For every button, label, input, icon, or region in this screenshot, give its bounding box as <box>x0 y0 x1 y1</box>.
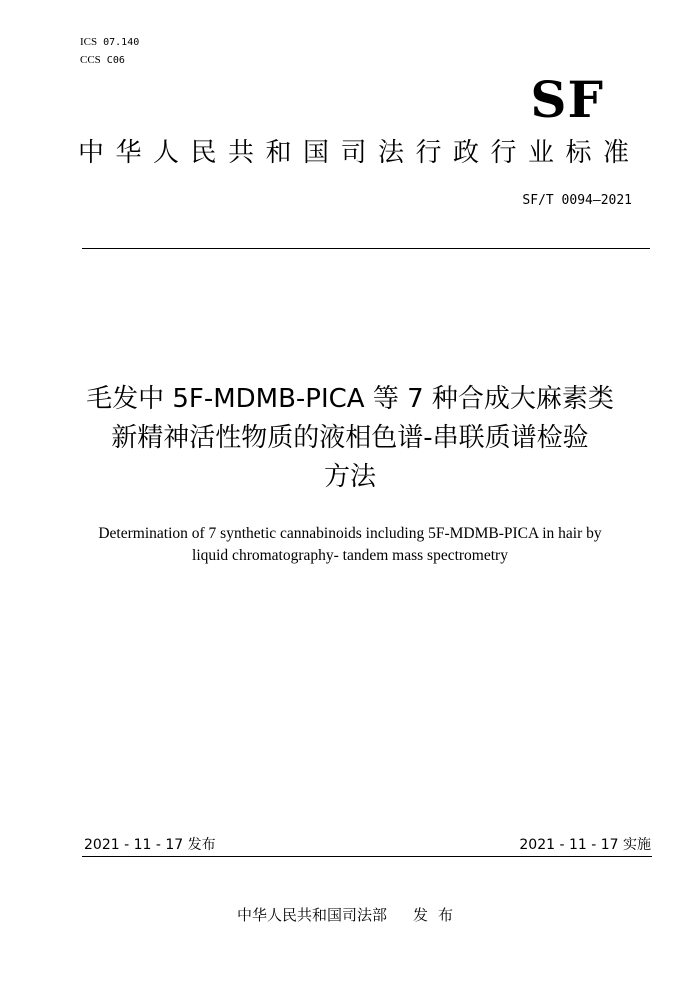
sf-logo: SF <box>530 70 604 129</box>
title-en-line-1: Determination of 7 synthetic cannabinoids including 5F-MDMB-PICA in hair by <box>98 525 602 542</box>
document-title-zh <box>40 380 660 497</box>
ccs-code-line <box>80 53 125 68</box>
standard-number: SF/T 0094—2021 <box>522 193 632 208</box>
ccs-label: CCS <box>80 54 101 66</box>
ccs-code: C06 <box>106 55 125 66</box>
standard-category-title: 中华人民共和国司法行政行业标准 <box>78 138 641 168</box>
footer-divider <box>82 856 652 857</box>
implementation-date: 2021 - 11 - 17 实施 <box>519 837 651 853</box>
title-en-line-2: liquid chromatography- tandem mass spectrometry <box>192 547 508 564</box>
issuer-line <box>0 905 700 925</box>
ics-code: 07.140 <box>103 37 140 48</box>
issue-date: 2021 - 11 - 17 发布 <box>84 837 216 853</box>
title-zh-line-1: 毛发中 5F-MDMB-PICA 等 7 种合成大麻素类 <box>86 384 614 414</box>
ics-code-line <box>80 35 139 50</box>
document-title-en <box>60 523 640 567</box>
header-divider <box>82 248 650 249</box>
issuer-name: 中华人民共和国司法部 <box>236 906 387 924</box>
title-zh-line-3: 方法 <box>323 462 376 492</box>
title-zh-line-2: 新精神活性物质的液相色谱-串联质谱检验 <box>111 423 589 453</box>
issue-word: 发布 <box>413 906 464 924</box>
ics-label: ICS <box>80 36 98 48</box>
